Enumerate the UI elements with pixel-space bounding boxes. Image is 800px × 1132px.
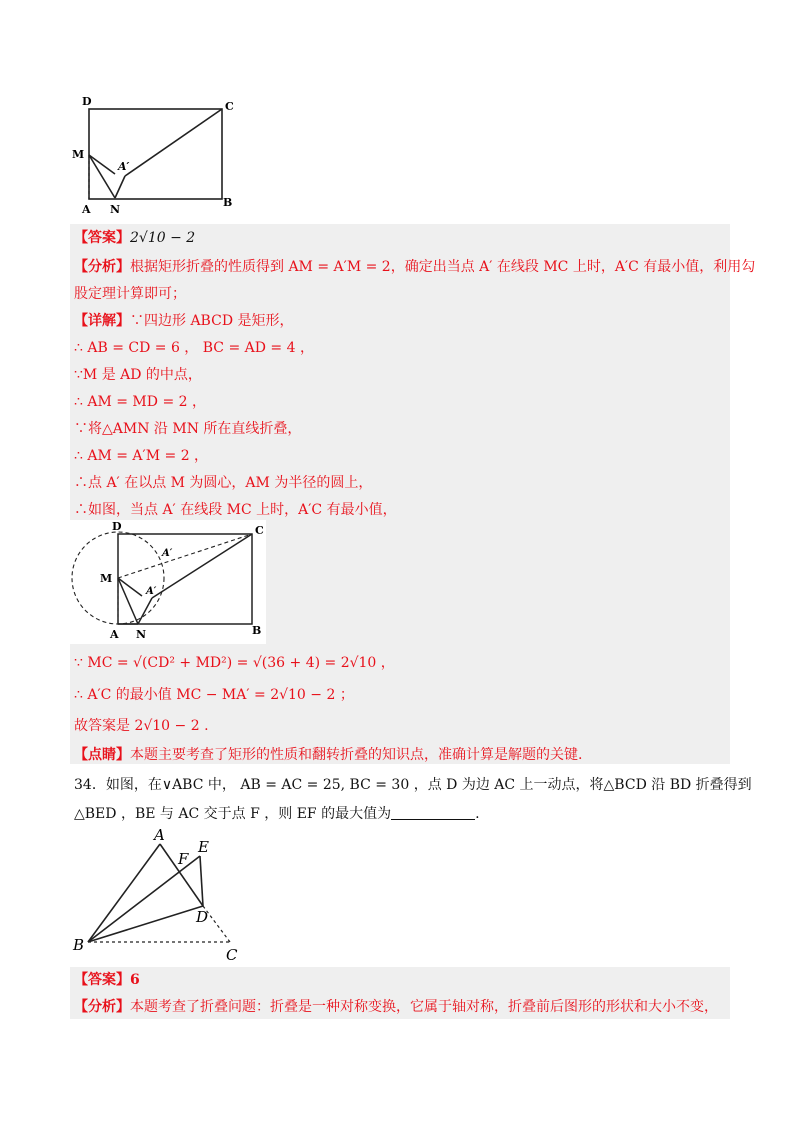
figure-rectangle-circle: [66, 520, 266, 644]
detail-line-5: ∵将△AMN 沿 MN 所在直线折叠，: [74, 421, 302, 437]
q34-stem-line-2: △BED ，BE 与 AC 交于点 F ，则 EF 的最大值为 .: [74, 806, 480, 822]
label-c-2: C: [255, 524, 264, 537]
answer-line-q34: 【答案】6: [74, 972, 140, 988]
final-answer-line: 故答案是 2√10 − 2 .: [74, 718, 209, 734]
answer-blank: [391, 805, 475, 820]
detail-line-4: ∴ AM = MD = 2 ，: [74, 394, 206, 410]
label-d: D: [82, 95, 92, 108]
detail-line-2: ∴ AB = CD = 6 ， BC = AD = 4 ，: [74, 340, 314, 356]
label-a-3: A: [154, 826, 165, 844]
detail-line-1: 【详解】∵四边形 ABCD 是矩形，: [74, 313, 294, 329]
detail-line-3: ∵M 是 AD 的中点，: [74, 367, 202, 383]
detail-line-8: ∴如图，当点 A′ 在线段 MC 上时，A′C 有最小值，: [74, 502, 397, 518]
seg-m-n: [89, 155, 115, 198]
label-a-prime-upper: A′: [162, 548, 173, 559]
label-a-2: A: [110, 628, 119, 641]
seg-b-a: [88, 844, 160, 942]
seg-a1-c: [125, 109, 222, 176]
label-e: E: [198, 838, 209, 856]
figure-rectangle-fold: [70, 90, 250, 218]
calc-line-1: ∵ MC = √(CD² + MD²) = √(36 + 4) = 2√10 ，: [74, 655, 395, 671]
q34-stem-line-1: 34．如图，在∨ABC 中， AB = AC = 25, BC = 30 ，点 D 为边 AC 上一动点，将△BCD 沿 BD 折叠得到: [74, 777, 752, 793]
question-number: 34．: [74, 777, 106, 793]
analysis-line-2: 股定理计算即可；: [74, 286, 186, 302]
label-m-2: M: [100, 572, 113, 585]
label-a-prime: A′: [118, 160, 130, 173]
answer-line-q33: 【答案】2√10 − 2: [74, 230, 196, 246]
q34-analysis-line: 【分析】本题考查了折叠问题：折叠是一种对称变换，它属于轴对称，折叠前后图形的形状和大小不变，: [74, 999, 718, 1015]
analysis-line-1: 【分析】根据矩形折叠的性质得到 AM = A′M = 2，确定出当点 A′ 在线段 MC 上时，A′C 有最小值，利用勾: [74, 259, 756, 275]
seg-b-e: [88, 856, 200, 942]
detail-line-7: ∴点 A′ 在以点 M 为圆心，AM 为半径的圆上，: [74, 475, 373, 491]
label-n: N: [110, 203, 121, 216]
seg-e-d: [200, 856, 203, 906]
label-c: C: [225, 100, 234, 113]
seg-m-a1: [89, 155, 115, 174]
label-m: M: [72, 148, 85, 161]
label-c-3: C: [226, 946, 238, 962]
label-b: B: [223, 196, 233, 209]
label-d-2: D: [112, 520, 122, 533]
label-f: F: [178, 850, 189, 868]
label-a-prime-lower: A′: [146, 586, 157, 597]
comment-line: 【点睛】本题主要考查了矩形的性质和翻转折叠的知识点，准确计算是解题的关键.: [74, 747, 583, 763]
label-b-2: B: [252, 624, 262, 637]
seg-b-d: [88, 906, 203, 942]
seg-n-a1: [115, 176, 125, 198]
calc-line-2: ∴ A′C 的最小值 MC − MA′ = 2√10 − 2 ；: [74, 687, 354, 703]
label-d-3: D: [196, 908, 209, 926]
figure-triangle-fold: [70, 826, 250, 962]
detail-line-6: ∴ AM = A′M = 2 ，: [74, 448, 209, 464]
label-a: A: [82, 203, 91, 216]
label-n-2: N: [136, 628, 147, 641]
solution-block-q33: [70, 224, 730, 764]
label-b-3: B: [73, 936, 85, 954]
